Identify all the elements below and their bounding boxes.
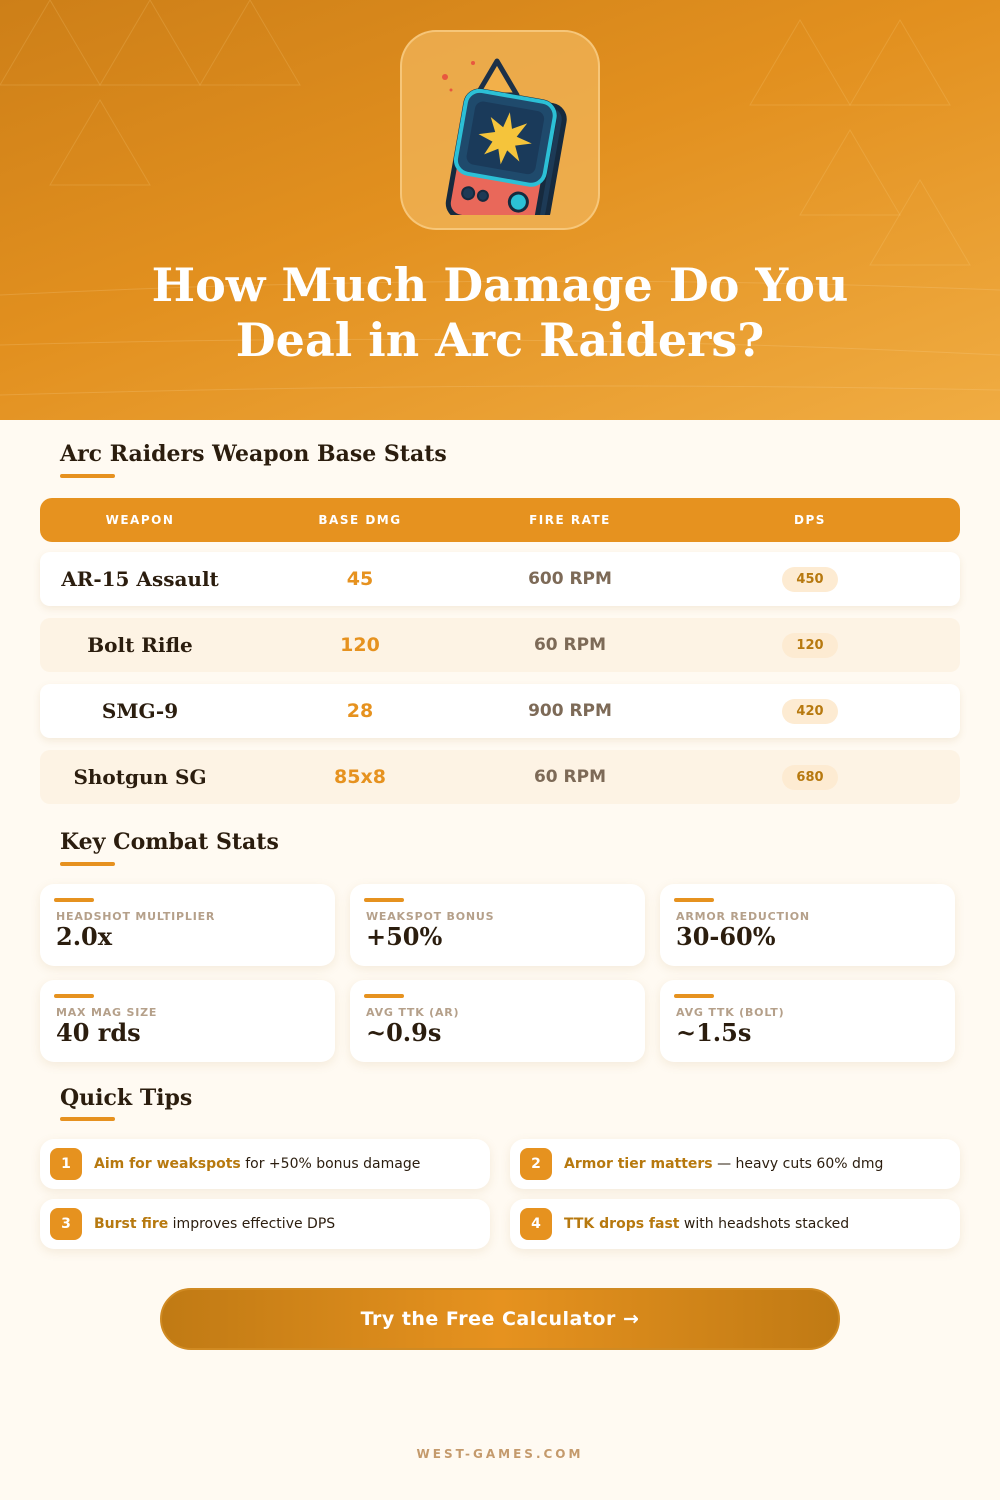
stat-label: WEAKSPOT BONUS [366,910,495,923]
table-header [40,498,960,542]
base-dmg-value: 45 [346,568,374,590]
table-row [40,750,960,804]
stat-value: 30-60% [676,922,776,951]
tip-number-badge: 3 [50,1208,82,1240]
dps-badge: 450 [782,567,837,592]
tip-number-badge: 4 [520,1208,552,1240]
weapon-stats-heading: Arc Raiders Weapon Base Stats [60,441,447,467]
stat-card-mag-size [40,980,335,1062]
column-header-dps: DPS [794,513,826,527]
table-row [40,684,960,738]
fire-rate-value: 900 RPM [528,701,612,721]
stat-value: +50% [366,922,443,951]
heading-underline [60,1117,115,1121]
column-header-base-dmg: BASE DMG [318,513,402,527]
stat-card-headshot [40,884,335,966]
accent-bar [54,898,94,902]
heading-underline [60,474,115,478]
stat-label: ARMOR REDUCTION [676,910,810,923]
stat-value: 2.0x [56,922,113,951]
hero-banner [0,0,1000,420]
tip-text: Armor tier matters — heavy cuts 60% dmg [564,1156,884,1172]
quick-tips-heading: Quick Tips [60,1085,193,1111]
stat-card-weakspot [350,884,645,966]
app-icon-card [400,30,600,230]
tip-number-badge: 1 [50,1148,82,1180]
fire-rate-value: 60 RPM [533,635,607,655]
accent-bar [674,994,714,998]
tip-item [510,1199,960,1249]
tip-text: Burst fire improves effective DPS [94,1216,336,1232]
weapon-name: Bolt Rifle [87,633,193,657]
dps-badge: 120 [782,633,837,658]
base-dmg-value: 85x8 [334,766,386,788]
try-calculator-button[interactable]: Try the Free Calculator → [160,1288,840,1350]
dps-badge: 420 [782,699,837,724]
accent-bar [364,994,404,998]
stat-label: AVG TTK (BOLT) [676,1006,785,1019]
base-dmg-value: 120 [340,634,380,656]
stat-card-armor [660,884,955,966]
tip-text: Aim for weakspots for +50% bonus damage [94,1156,421,1172]
tip-item [40,1199,490,1249]
fire-rate-value: 60 RPM [533,767,607,787]
dps-badge: 680 [782,765,837,790]
fire-rate-value: 600 RPM [528,569,612,589]
stat-card-ttk-bolt [660,980,955,1062]
stat-label: AVG TTK (AR) [366,1006,460,1019]
stat-label: HEADSHOT MULTIPLIER [56,910,216,923]
table-row [40,552,960,606]
accent-bar [674,898,714,902]
combat-stats-heading: Key Combat Stats [60,829,279,855]
accent-bar [54,994,94,998]
stat-value: 40 rds [56,1018,141,1047]
footer-site-name: WEST-GAMES.COM [416,1447,584,1461]
column-header-fire-rate: FIRE RATE [529,513,611,527]
weapon-name: AR-15 Assault [61,567,219,591]
stat-card-ttk-ar [350,980,645,1062]
page-title: How Much Damage Do You Deal in Arc Raiders? [151,258,849,367]
tip-number-badge: 2 [520,1148,552,1180]
accent-bar [364,898,404,902]
stat-value: ~0.9s [366,1018,442,1047]
tip-text: TTK drops fast with headshots stacked [564,1216,850,1232]
stat-value: ~1.5s [676,1018,752,1047]
base-dmg-value: 28 [346,700,374,722]
column-header-weapon: WEAPON [105,513,175,527]
weapon-name: Shotgun SG [73,765,207,789]
tip-item [510,1139,960,1189]
weapon-name: SMG-9 [101,699,179,723]
arcade-device-explosion-icon [425,45,575,215]
heading-underline [60,862,115,866]
stat-label: MAX MAG SIZE [56,1006,158,1019]
tip-item [40,1139,490,1189]
table-row [40,618,960,672]
